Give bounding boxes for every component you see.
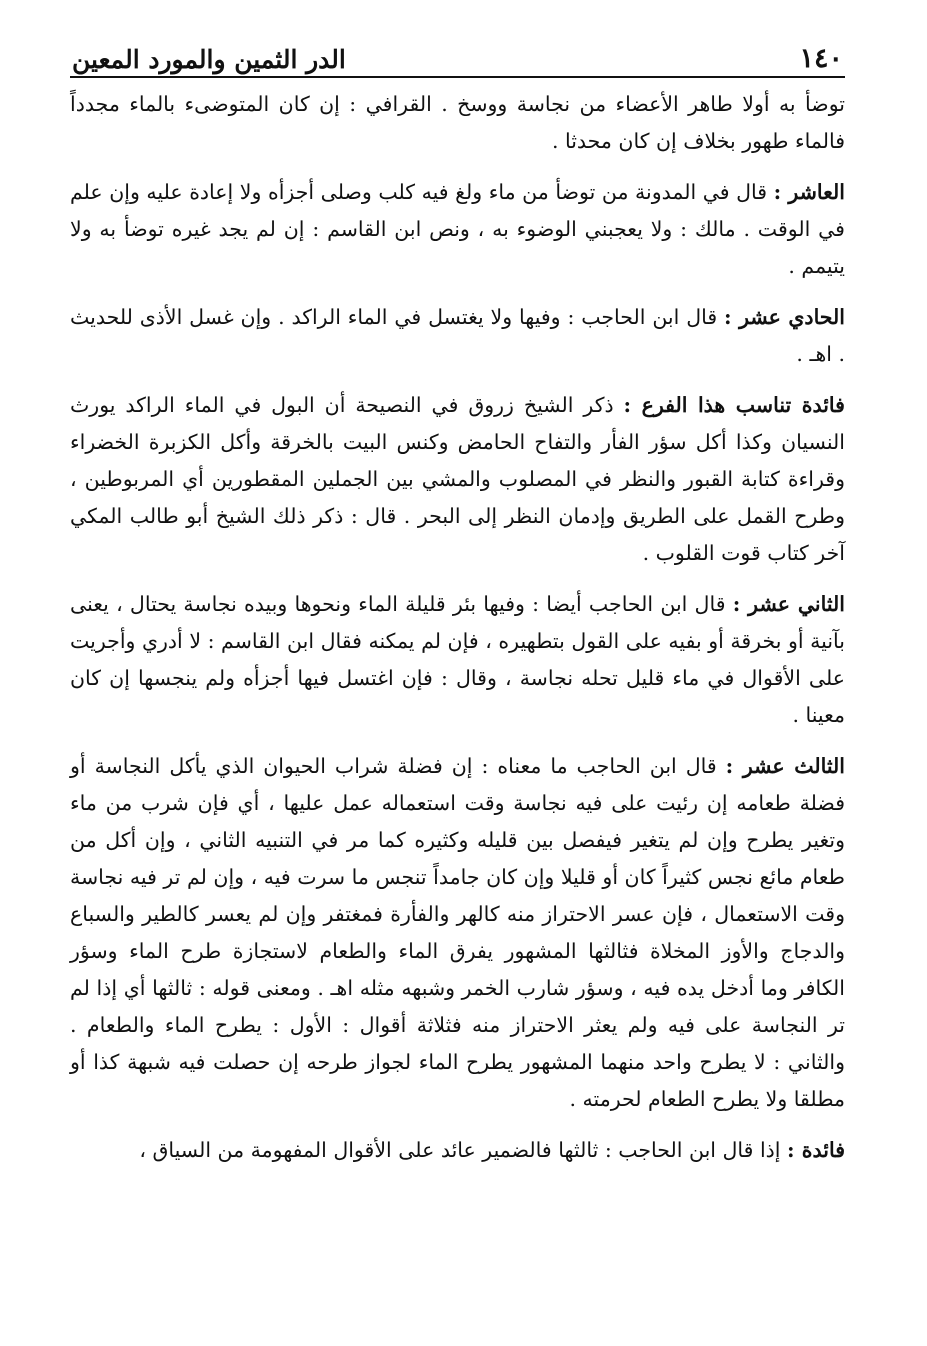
paragraph-note	[70, 1132, 845, 1169]
paragraph-thirteenth	[70, 748, 845, 1118]
paragraph-text: قال ابن الحاجب : وفيها ولا يغتسل في الماء الراكد . وإن غسل الأذى للحديث . اهـ .	[70, 305, 845, 366]
paragraph-eleventh	[70, 299, 845, 373]
paragraph-tenth	[70, 174, 845, 285]
book-page	[70, 30, 845, 1326]
paragraph-heading: الثالث عشر :	[725, 754, 845, 778]
paragraph-heading: العاشر :	[773, 180, 845, 204]
page-header	[70, 30, 845, 78]
paragraph-text: قال في المدونة من توضأ من ماء ولغ فيه كلب وصلى أجزأه ولا إعادة عليه وإن علم في الوقت . مالك : ولا يعجبني الوضوء به ، ونص ابن القاسم : إن لم يجد غيره توضأ به ولا يتيمم .	[70, 180, 845, 278]
paragraph-text: توضأ به أولا طاهر الأعضاء من نجاسة ووسخ . القرافي : إن كان المتوضىء بالماء مجدداً فالماء طهور بخلاف إن كان محدثا .	[70, 92, 845, 153]
paragraph-continuation	[70, 86, 845, 160]
page-number: ١٤٠	[799, 43, 843, 74]
paragraph-text: ذكر الشيخ زروق في النصيحة أن البول في الماء الراكد يورث النسيان وكذا أكل سؤر الفأر والتفاح الحامض وكنس البيت بالخرقة وأكل الكزبرة الخضراء وقراءة كتابة القبور والنظر في المصلوب والمشي بين الجملين المقطورين أي المربوطين ، وطرح القمل على الطريق وإدمان النظر إلى البحر . قال : ذكر ذلك الشيخ أبو طالب المكي آخر كتاب قوت القلوب .	[70, 393, 845, 565]
paragraph-heading: فائدة :	[787, 1138, 845, 1162]
paragraph-text: قال ابن الحاجب ما معناه : إن فضلة شراب الحيوان الذي يأكل النجاسة أو فضلة طعامه إن رئيت على فيه نجاسة وقت استعماله عمل عليها ، أي فإن شرب من ماء وتغير يطرح وإن لم يتغير فيفصل بين قليله وكثيره كما مر في التنبيه الثاني ، وإن أكل من طعام مائع نجس كثيراً كان أو قليلا وإن كان جامداً تنجس ما سرت فيه ، وإن لم تر فيه نجاسة وقت الاستعمال ، فإن عسر الاحتراز منه كالهر والفأرة فمغتفر وإن لم يعسر كالطير والسباع والدجاج والأوز المخلاة فثالثها المشهور يفرق الماء والطعام لاستجازة طرح الماء وسؤر الكافر وما أدخل يده فيه ، وسؤر شارب الخمر وشبهه مثله اهـ . ومعنى قوله : ثالثها أي إذا لم تر النجاسة على فيه ولم يعثر الاحتراز منه فثلاثة أقوال : الأول : يطرح الماء والطعام . والثاني : لا يطرح واحد منهما المشهور يطرح الماء لجواز طرحه إن حصلت فيه شبهة كذا أو مطلقا ولا يطرح الطعام لحرمته .	[70, 754, 845, 1111]
paragraph-text: إذا قال ابن الحاجب : ثالثها فالضمير عائد على الأقوال المفهومة من السياق ،	[139, 1138, 781, 1162]
paragraph-text: قال ابن الحاجب أيضا : وفيها بئر قليلة الماء ونحوها وبيده نجاسة يحتال ، يعنى بآنية أو بخرقة أو بفيه على القول بتطهيره ، فإن لم يمكنه فقال ابن القاسم : لا أدري وأجريت على الأقوال في ماء قليل تحله نجاسة ، وقال : فإن اغتسل فيها أجزأه ولم ينجسها إن كان معينا .	[70, 592, 845, 727]
paragraph-twelfth	[70, 586, 845, 734]
paragraph-heading: الحادي عشر :	[724, 305, 845, 329]
paragraph-benefit	[70, 387, 845, 572]
paragraph-heading: فائدة تناسب هذا الفرع :	[623, 393, 845, 417]
page-body	[70, 86, 845, 1169]
paragraph-heading: الثاني عشر :	[732, 592, 845, 616]
running-title: الدر الثمين والمورد المعين	[72, 45, 346, 74]
